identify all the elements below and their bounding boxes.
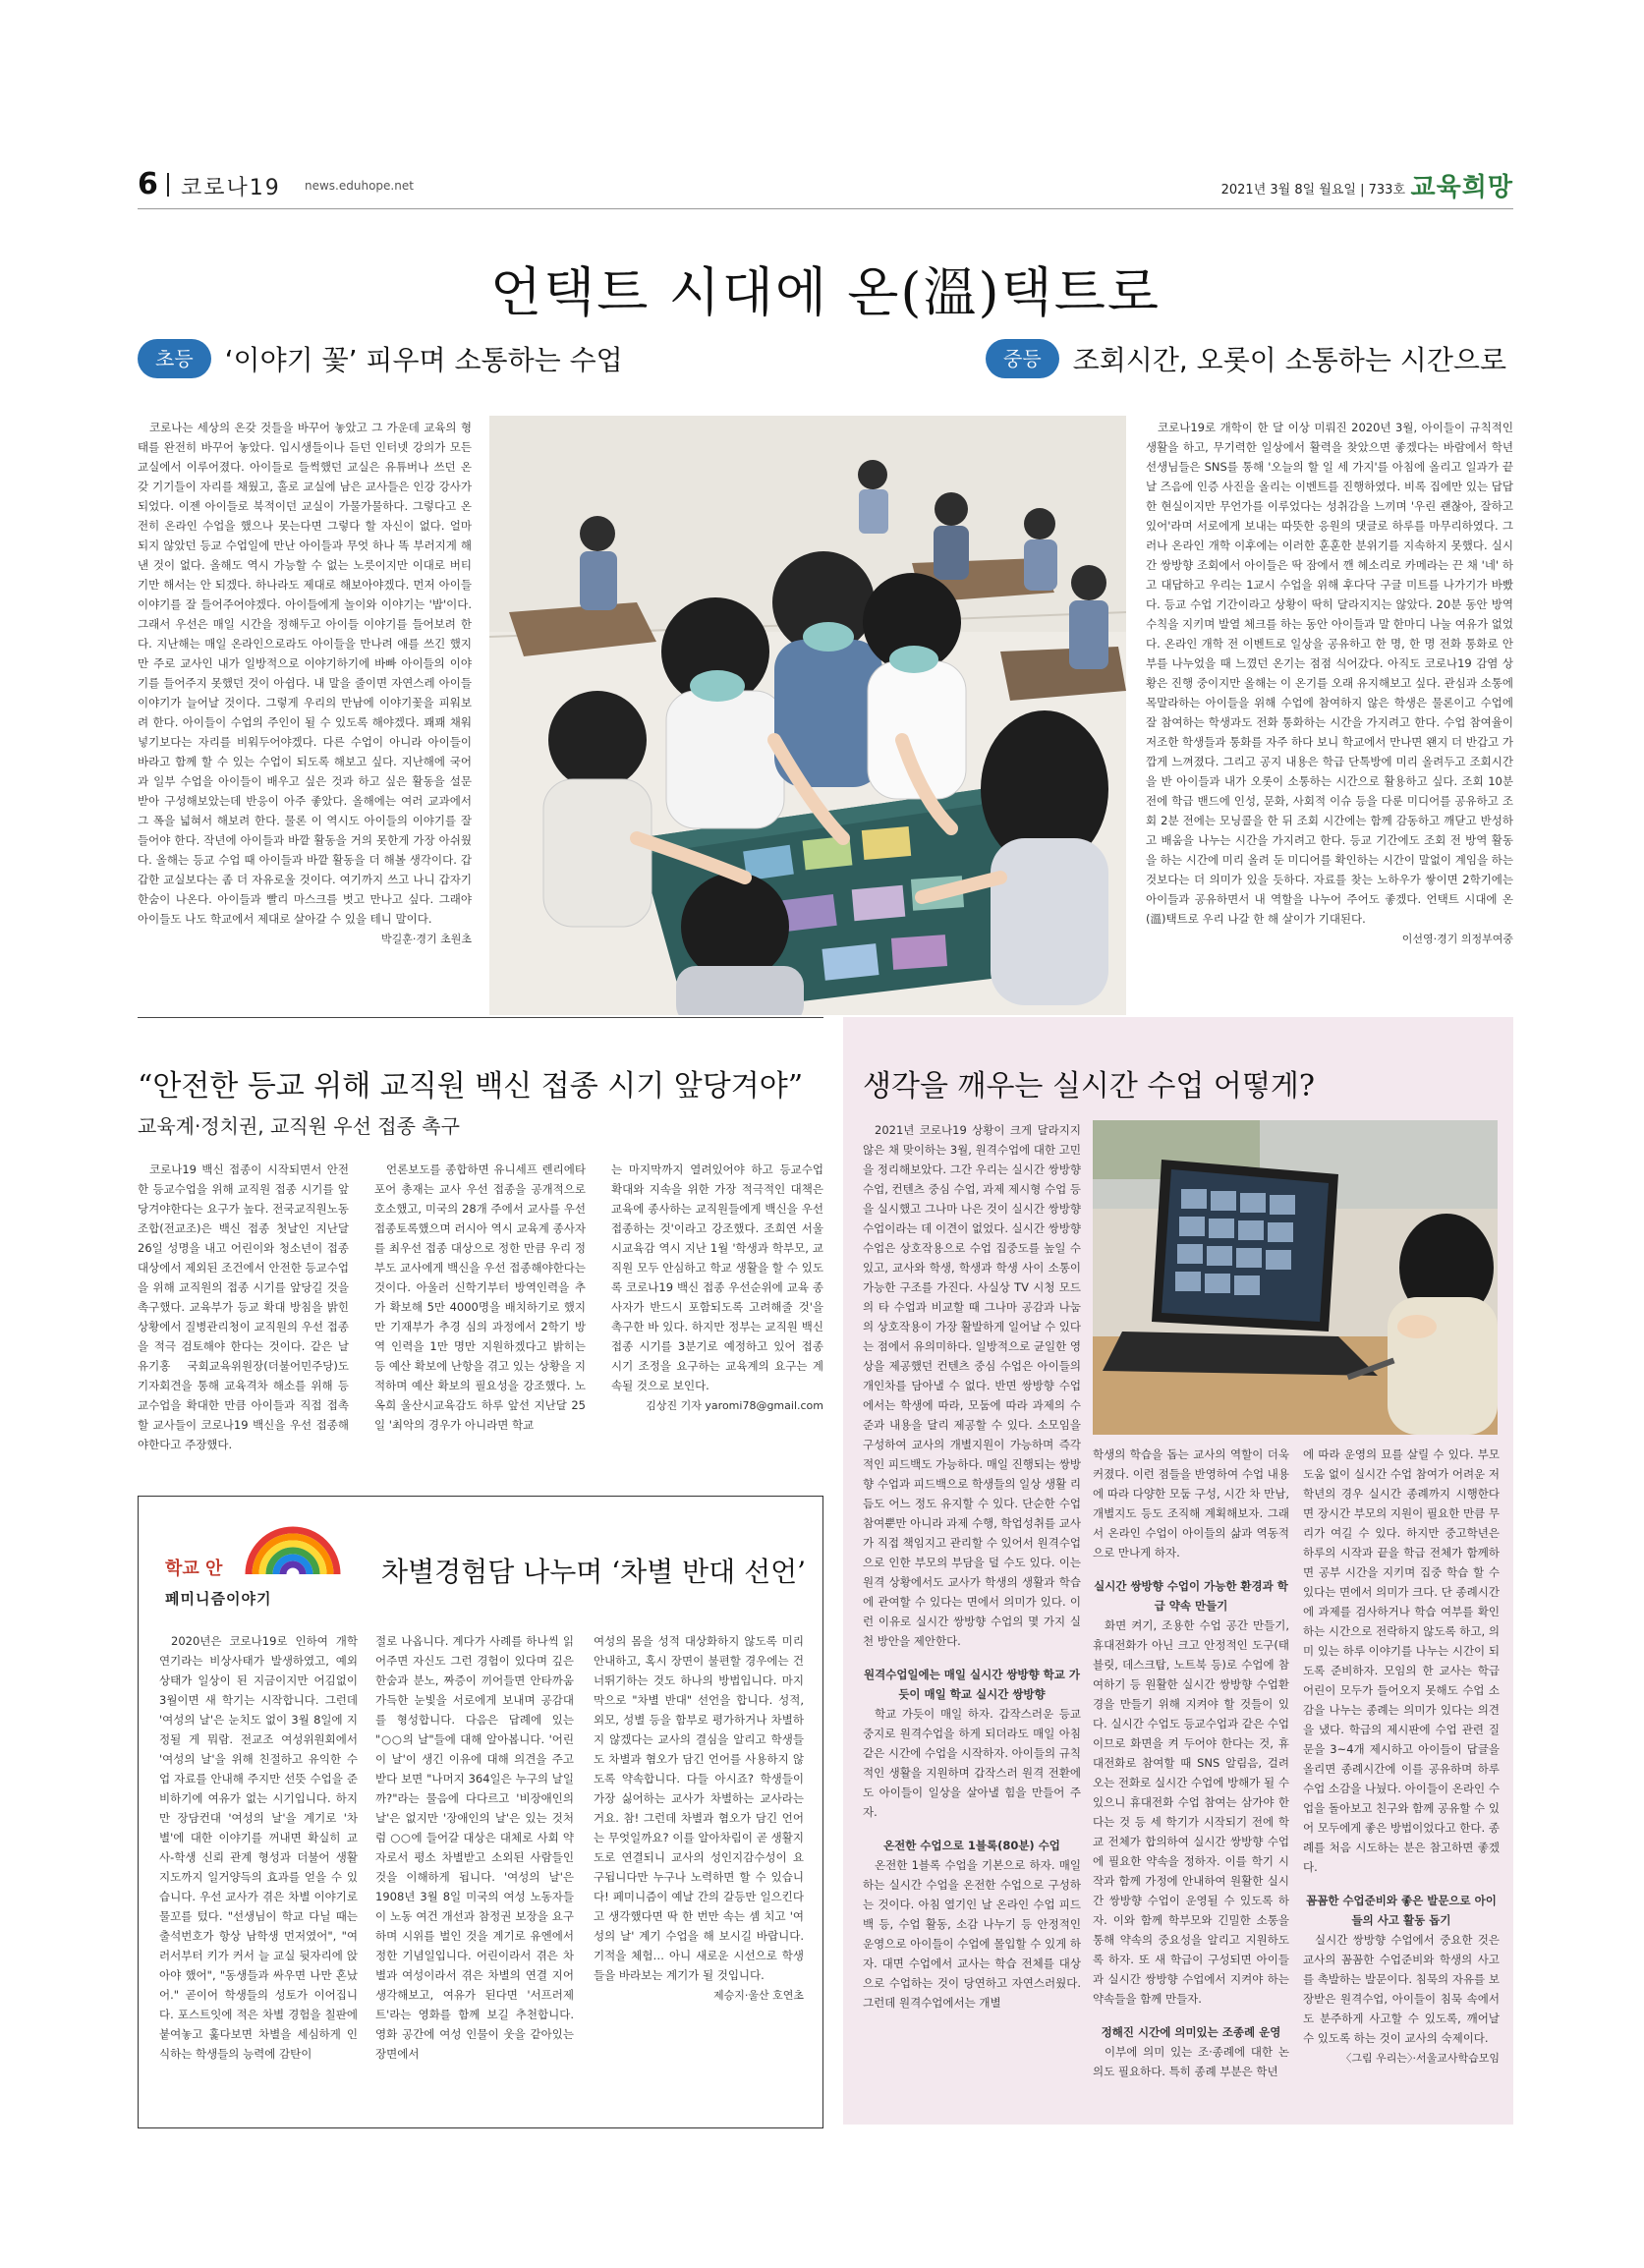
- feminism-column-logo: [165, 1525, 352, 1614]
- realtime-heading-2: 온전한 수업으로 1블록(80분) 수업: [883, 1839, 1060, 1852]
- students-around-table-drawing: [489, 416, 1126, 1015]
- classroom-illustration: [489, 416, 1126, 1015]
- vaccine-col-1: [138, 1160, 349, 1454]
- newspaper-logo: 교육희망: [1410, 173, 1513, 202]
- left-article-body: 코로나는 세상의 온갖 것들을 바꾸어 놓았고 그 가운데 교육의 형태를 완전히 바꾸어 놓았다. 입시생들이나 듣던 인터넷 강의가 모든 교실에서 이루어졌다. 아이들로 들썩했던 교실은 유튜버나 쓰던 온갖 기기들이 자리를 채웠고, 홀로 교실에 남은 교사들은 인강 강사가 되었다. 이젠 아이들로 북적이던 교실이 가물가물하다. 그렇다고 온전히 온라인 수업을 했으나 못는다면 그렇다 할 자신이 없다. 얼마 되지 않았던 등교 수업일에 만난 아이들과 무엇 하나 똑 부러지게 해낸 것이 없다. 올해도 역시 가능할 수 없는 노릇이지만 이대로 버티기만 해서는 안 되겠다. 하나라도 제대로 해보아야겠다. 먼저 아이들 이야기를 잘 들어주어야겠다. 아이들에게 놀이와 이야기는 '밥'이다. 그래서 우선은 매일 시간을 정해두고 아이들 이야기를 들어보려 한다. 지난해는 매일 온라인으로라도 아이들을 만나려 애를 쓰긴 했지만 주로 교사인 내가 일방적으로 이야기하기에 바빠 아이들의 이야기를 들어주지 못했던 것이 아쉽다. 내 말을 줄이면 자연스레 아이들 이야기가 늘어날 것이다. 그렇게 우리의 만남에 이야기꽃을 피워보려 한다. 아이들이 수업의 주인이 될 수 있도록 해야겠다. 꽤꽤 채워넣기보다는 자리를 비워두어야겠다. 다른 수업이 아니라 아이들이 바라고 함께 할 수 있는 수업이 되도록 해보고 싶다. 지난해에 국어과 일부 수업을 아이들이 배우고 싶은 것과 하고 싶은 활동을 설문 받아 구성해보았는데 반응이 아주 좋았다. 올해에는 여러 교과에서 그 폭을 넓혀서 해보려 한다. 물론 이 역시도 아이들의 이야기를 잘 들어야 한다. 작년에 아이들과 바깥 활동을 거의 못한게 가장 아쉬웠다. 올해는 등교 수업 때 아이들과 바깥 활동을 더 해볼 생각이다. 갑갑한 교실보다는 좀 더 자유로울 것이다. 여기까지 쓰고 나니 갑자기 한숨이 나온다. 아이들과 빨리 마스크를 벗고 만나고 싶다. 그래야 아이들도 나도 학교에서 제대로 살아갈 수 있을 테니 말이다.: [138, 421, 472, 926]
- realtime-p4: 화면 켜기, 조용한 수업 공간 만들기, 휴대전화가 아닌 크고 안정적인 도구(태블릿, 데스크탑, 노트북 등)로 수업에 참여하기 등 원활한 실시간 쌍방향 수업환경을 만들기 위해 지켜야 할 것들이 있다. 실시간 수업도 등교수업과 같은 수업이므로 화면을 켜 두어야 한다는 것, 휴대전화로 참여할 때 SNS 알림음, 걸려오는 전화로 실시간 수업에 방해가 될 수 있으니 휴대전화 수업 참여는 삼가야 한다는 것 등 세 학기가 시작되기 전에 학교 전체가 합의하여 실시간 쌍방향 수업에 필요한 약속을 정하자. 이를 학기 시작과 함께 가정에 안내하여 원활한 실시간 쌍방향 수업이 운영될 수 있도록 하자. 이와 함께 학부모와 긴밀한 소통을 통해 약속의 중요성을 알리고 지원하도록 하자. 또 새 학급이 구성되면 아이들과 실시간 쌍방향 수업에서 지켜야 하는 약속들을 함께 만들자.: [1093, 1618, 1289, 2006]
- right-article-body: 코로나19로 개학이 한 달 이상 미뤄진 2020년 3월, 아이들이 규칙적인 생활을 하고, 무기력한 일상에서 활력을 찾았으면 좋겠다는 바람에서 학년 선생님들은 SNS를 통해 '오늘의 할 일 세 가지'를 아침에 올리고 일과가 끝날 즈음에 인증 사진을 올리는 이벤트를 진행하였다. 비록 집에만 있는 답답한 현실이지만 무언가를 이루었다는 성취감을 느끼며 '우린 괜찮아, 잘하고 있어'라며 서로에게 보내는 따뜻한 응원의 댓글로 하루를 마무리하였다. 그러나 온라인 개학 이후에는 이러한 훈훈한 분위기를 지속하지 못했다. 실시간 쌍방향 조회에서 아이들은 딱 잠에서 깬 헤소리로 카메라는 끈 채 '네' 하고 대답하고 우리는 1교시 수업을 위해 후다닥 구글 미트를 나가기가 바빴다. 등교 수업 기간이라고 상황이 딱히 달라지지는 않았다. 20분 동안 방역 수칙을 지키며 발열 체크를 하는 동안 아이들과 말 한마디 나눌 여유가 없었다. 온라인 개학 전 이벤트로 일상을 공유하고 한 명, 한 명 전화 통화로 안부를 나누었을 때 느꼈던 온기는 점점 식어갔다. 아직도 코로나19 감염 상황은 진행 중이지만 올해는 이 온기를 오래 유지해보고 싶다. 관심과 소통에 목말라하는 아이들을 위해 수업에 참여하지 않은 학생은 물론이고 수업에 잘 참여하는 학생과도 전화 통화하는 시간을 가지려고 한다. 수업 참여율이 저조한 학생들과 통화를 자주 하다 보니 학교에서 만나면 왠지 더 반갑고 가깝게 느껴졌다. 그리고 공지 내용은 학급 단톡방에 미리 올려두고 조회시간을 반 아이들과 내가 오롯이 소통하는 시간으로 활용하고 싶다. 조회 10분 전에 학급 밴드에 인성, 문화, 사회적 이슈 등을 다룬 미디어를 공유하고 조회 2분 전에는 모닝콜을 한 뒤 조회 시간에는 함께 감동하고 깨닫고 반성하고 배움을 나누는 시간을 가지려고 한다. 등교 기간에도 조회 전 방역 활동을 하는 시간에 미리 올려 둔 미디어를 확인하는 시간이 말없이 계임을 하는 것보다는 더 의미가 있을 듯하다. 자료를 찾는 노하우가 쌓이면 2학기에는 아이들과 공유하면서 내 역할을 나누어 주어도 좋겠다. 언택트 시대에 온(溫)택트로 우리 나갈 한 해 살이가 기대된다.: [1146, 421, 1513, 926]
- elementary-badge: 초등: [138, 339, 211, 378]
- feminism-story-title: 차별경험담 나누며 ‘차별 반대 선언’: [381, 1556, 807, 1588]
- right-article-byline: 이선영·경기 의정부여중: [1401, 933, 1513, 945]
- issue-date: 2021년 3월 8일 월요일 | 733호: [1220, 183, 1405, 198]
- vaccine-col-2-text: 언론보도를 종합하면 유니세프 렌리에타 포어 총재는 교사 우선 접종을 공개적으로 호소했고, 미국의 28개 주에서 교사를 우선 접종토록했으며 러시아 역시 교육계 종사자를 최우선 접종 대상으로 정한 만큼 우리 정부도 교사에게 백신을 우선 접종해야한다는 것이다. 아울러 신학기부터 방역인력을 추가 확보해 5만 4000명을 배치하기로 했지만 기재부가 추경 심의 과정에서 2학기 방역 인력을 1만 명만 지원하겠다고 밝히는 등 예산 확보에 난항을 겪고 있는 상황을 지적하며 예산 확보의 필요성을 강조했다. 노옥희 울산시교육감도 하루 앞선 지난달 25일 '최악의 경우가 아니라면 학교: [374, 1162, 586, 1432]
- feminism-col-2-text: 절로 나옵니다. 계다가 사례를 하나씩 읽어주면 자신도 그런 경험이 있다며 깊은 한숨과 분노, 짜증이 끼어들면 안타까움 가득한 눈빛을 서로에게 보내며 공감대를 형성합니다. 다음은 답례에 있는 "○○의 날"들에 대해 알아봅니다. '어린이 날'이 생긴 이유에 대해 의견을 주고받다 보면 "나머지 364일은 누구의 날일까?"라는 물음에 다다르고 '비장애인의 날'은 없지만 '장애인의 날'은 있는 것처럼 ○○에 들어갈 대상은 대체로 사회 약자로서 평소 차별받고 소외된 사람들인 것을 이해하게 됩니다. '여성의 날'은 1908년 3월 8일 미국의 여성 노동자들이 노동 여건 개선과 참정권 보장을 요구하며 시위를 벌인 것을 계기로 유엔에서 정한 기념일입니다. 어린이라서 겪은 차별과 여성이라서 겪은 차별의 연결 지어 생각해보고, 여유가 된다면 '서프러제트'라는 영화를 함께 보길 추천합니다. 영화 공간에 여성 인물이 웃을 같아있는 장면에서: [375, 1634, 574, 2061]
- realtime-p5: 이부에 의미 있는 조·종례에 대한 논의도 필요하다. 특히 종례 부분은 학년: [1093, 2045, 1289, 2078]
- laptop-video-call-photo: [1093, 1120, 1498, 1435]
- vaccine-col-2: [374, 1160, 586, 1435]
- middle-school-badge: 중등: [986, 339, 1059, 378]
- vaccine-col-1-text: 코로나19 백신 접종이 시작되면서 안전한 등교수업을 위해 교직원 접종 시기를 앞당겨야한다는 요구가 높다. 전국교직원노동조합(전교조)은 백신 접종 첫날인 지난달 26일 성명을 내고 어린이와 청소년이 접종대상에서 제외된 조건에서 안전한 등교수업을 위해 교직원의 접종 시기를 앞당길 것을 촉구했다. 교육부가 등교 확대 방침을 밝힌 상황에서 질병관리청이 교직원의 우선 접종을 적극 검토해야 한다는 것이다. 같은 날 유기홍 국회교육위원장(더불어민주당)도 기자회견을 통해 교육격차 해소를 위해 등교수업을 확대한 만큼 아이들과 직접 접촉할 교사들이 코로나19 백신을 우선 접종해야한다고 주장했다.: [138, 1162, 349, 1451]
- right-article-title: 조회시간, 오롯이 소통하는 시간으로: [1072, 344, 1506, 376]
- realtime-intro-col: [863, 1120, 1081, 2013]
- column-logo-line2: 페미니즘이야기: [165, 1590, 272, 1608]
- realtime-p7: 실시간 쌍방향 수업에서 중요한 것은 교사의 꼼꼼한 수업준비와 학생의 사고를 촉발하는 발문이다. 침묵의 자유를 보장받은 원격수업, 아이들이 침묵 속에서도 분주하게 사고할 수 있도록, 깨어날 수 있도록 하는 것이 교사의 숙제이다.: [1303, 1933, 1500, 2045]
- main-headline: 언택트 시대에 온(溫)택트로: [489, 261, 1162, 323]
- left-article-title: ‘이야기 꽃’ 피우며 소통하는 수업: [224, 344, 623, 376]
- page-number: 6: [138, 167, 158, 201]
- left-subheading: [138, 339, 623, 378]
- left-article-byline: 박길훈·경기 초원초: [380, 933, 472, 945]
- realtime-heading-3: 실시간 쌍방향 수업이 가능한 환경과 학급 약속 만들기: [1094, 1579, 1288, 1613]
- realtime-p1: 학교 가듯이 매일 하자. 갑작스러운 등교중지로 원격수업을 하게 되더라도 매일 아침 같은 시간에 수업을 시작하자. 아이들의 규칙적인 생활을 지원하며 갑작스러 원격 전환에도 아이들이 일상을 살아낼 힘을 만들어 주자.: [863, 1707, 1081, 1819]
- vaccine-col-3-text: 는 마지막까지 열려있어야 하고 등교수업 확대와 지속을 위한 가장 적극적인 대책은 교육에 종사하는 교직원들에게 백신을 우선 접종하는 것'이라고 강조했다. 조희연 서울시교육감 역시 지난 1월 '학생과 학부모, 교직원 모두 안심하고 학교 생활을 할 수 있도록 코로나19 백신 접종 우선순위에 교육 종사자가 반드시 포함되도록 고려해줄 것'을 촉구한 바 있다. 하지만 정부는 교직원 백신 접종 시기를 3분기로 예정하고 있어 접종 시기 조정을 요구하는 교육계의 요구는 계속될 것으로 보인다.: [611, 1162, 823, 1392]
- header-rule: [138, 208, 1513, 209]
- realtime-col-2: [1093, 1445, 1289, 2081]
- realtime-heading-4: 정해진 시간에 의미있는 조종례 운영: [1101, 2025, 1281, 2039]
- vaccine-article-subtitle: 교육계·정치권, 교직원 우선 접종 촉구: [138, 1114, 460, 1138]
- vaccine-article-title: “안전한 등교 위해 교직원 백신 접종 시기 앞당겨야”: [138, 1069, 804, 1104]
- right-subheading: [986, 339, 1506, 378]
- realtime-heading-5: 꼼꼼한 수업준비와 좋은 발문으로 아이들의 사고 활동 돕기: [1306, 1894, 1497, 1927]
- realtime-heading-1: 원격수업일에는 매일 실시간 쌍방향 학교 가듯이 매일 학교 실시간 쌍방향: [864, 1668, 1080, 1701]
- site-url: news.eduhope.net: [305, 179, 414, 193]
- realtime-p3: 학생의 학습을 돕는 교사의 역할이 더욱 커졌다. 이런 점들을 반영하여 수업 내용에 따라 다양한 모둠 구성, 시간 차 만남, 개별지도 등도 조직해 계획해보자. 그래서 온라인 수업이 아이들의 삶과 역동적으로 만나게 하자.: [1093, 1447, 1289, 1559]
- feminism-col-2: [375, 1631, 574, 2064]
- realtime-p2: 온전한 1블록 수업을 기본으로 하자. 매일 하는 실시간 수업을 온전한 수업으로 구성하는 것이다. 아침 열기인 날 온라인 수업 피드백 등, 수업 활동, 소감 나누기 등 안정적인 운영으로 아이들이 수업에 몰입할 수 있게 하자. 대면 수업에서 교사는 학습 전체를 대상으로 수업하는 것이 당연하고 자연스러웠다. 그런데 원격수업에서는 개별: [863, 1858, 1081, 2010]
- vaccine-col-3: [611, 1160, 823, 1413]
- feminism-col-1: [159, 1631, 358, 2064]
- header-divider: [167, 173, 169, 197]
- feminism-byline: 제승지·울산 호연초: [712, 1989, 804, 2002]
- realtime-col-3: [1303, 1445, 1500, 2066]
- realtime-byline: 〈그림 우리는〉·서울교사학습모임: [1340, 2052, 1500, 2065]
- left-article: [138, 418, 472, 946]
- rainbow-icon: [244, 1525, 342, 1579]
- realtime-intro-text: 2021년 코로나19 상황이 크게 달라지지 않은 채 맞이하는 3월, 원격수업에 대한 고민을 정리해보았다. 그간 우리는 실시간 쌍방향 수업, 컨텐츠 중심 수업, 과제 제시형 수업 등을 실시했고 그나마 나은 것이 실시간 쌍방향 수업이라는 데 이견이 없었다. 실시간 쌍방향 수업은 상호작용으로 수업 집중도를 높일 수 있고, 교사와 학생, 학생과 학생 사이 소통이 가능한 구조를 가진다. 사실상 TV 시청 모드의 타 수업과 비교할 때 그나마 공감과 나눔의 상호작용이 가장 활발하게 일어날 수 있다는 점에서 유의미하다. 일방적으로 균일한 영상을 제공했던 컨텐츠 중심 수업은 아이들의 개인차를 담아낼 수 없다. 반면 쌍방향 수업에서는 학생에 따라, 모둠에 따라 과제의 수준과 내용을 달리 제공할 수 있다. 소모임을 구성하여 교사의 개별지원이 가능하며 즉각적인 피드백도 가능하다. 매일 진행되는 쌍방향 수업과 피드백으로 학생들의 일상 생활 리듬도 어느 정도 유지할 수 있다. 단순한 수업 참여뿐만 아니라 과제 수행, 학업성취를 교사가 직접 책임지고 관리할 수 있어서 원격수업으로 인한 부모의 부담을 덜 수도 있다. 이는 원격 상황에서도 교사가 학생의 생활과 학습에 관여할 수 있다는 면에서 의미가 있다. 이런 이유로 실시간 쌍방향 수업의 몇 가지 실천 방안을 제안한다.: [863, 1123, 1081, 1648]
- feminism-col-3: [594, 1631, 804, 2003]
- section-name: 코로나19: [181, 176, 281, 200]
- realtime-article-title: 생각을 깨우는 실시간 수업 어떻게?: [863, 1069, 1315, 1104]
- page-header: [138, 167, 1513, 206]
- feminism-col-3-text: 여성의 몸을 성적 대상화하지 않도록 미리 안내하고, 혹시 장면이 불편할 경우에는 건너뛰기하는 것도 하나의 방법입니다. 마지막으로 "차별 반대" 선언을 합니다. 성적, 외모, 성별 등을 함부로 평가하거나 차별하지 않겠다는 교사의 결심을 알리고 학생들도 차별과 혐오가 담긴 언어를 사용하지 않도록 약속합니다. 다들 아시죠? 학생들이 가장 싫어하는 교사가 차별하는 교사라는 거요. 참! 그런데 차별과 혐오가 담긴 언어는 무엇일까요? 이를 알아차림이 곧 생활지도로 연결되니 교사의 성인지감수성이 요구됩니다만 누구나 노력하면 할 수 있습니다! 페미니즘이 예날 간의 갈등만 일으킨다고 생각했다면 딱 한 번만 속는 셈 치고 '여성의 날' 계기 수업을 해 보시길 바랍니다. 기적을 체험… 아니 새로운 시선으로 학생들을 바라보는 계기가 될 것입니다.: [594, 1634, 804, 1982]
- column-logo-line1: 학교 안: [165, 1559, 223, 1579]
- realtime-p6: 에 따라 운영의 묘를 살릴 수 있다. 부모 도움 없이 실시간 수업 참여가 어려운 저학년의 경우 실시간 종례까지 시행한다면 장시간 부모의 지원이 필요한 만큼 무리가 여길 수 있다. 하지만 중고학년은 하루의 시작과 끝을 학급 전체가 함께하면 공부 시간을 지키며 집중 학습 할 수 있다는 면에서 의미가 크다. 단 종례시간에 과제를 검사하거나 학습 여부를 확인하는 시간으로 전락하지 않도록 하고, 의미 있는 하루 이야기를 나누는 시간이 되도록 준비하자. 모임의 한 교사는 학급 어린이 모두가 들어오지 못해도 수업 소감을 나누는 종례는 의미가 있다는 의견을 냈다. 학급의 제시판에 수업 관련 질문을 3~4개 제시하고 아이들이 답글을 올리면 종례시간에 이를 공유하며 하루 수업 소감을 나눴다. 아이들이 온라인 수업을 돌아보고 친구와 함께 공유할 수 있어 모두에게 좋은 방법이었다고 한다. 종례를 처음 시도하는 분은 참고하면 좋겠다.: [1303, 1447, 1500, 1874]
- feminism-col-1-text: 2020년은 코로나19로 인하여 개학 연기라는 비상사태가 발생하였고, 예외 상태가 일상이 된 지금이지만 어김없이 3월이면 새 학기는 시작합니다. 그런데 '여성의 날'은 눈치도 없이 3월 8일에 지정될 게 뭐람. 전교조 여성위원회에서 '여성의 날'을 위해 친절하고 유익한 수업 자료를 안내해 주지만 선뜻 수업을 준비하기에 여유가 없는 시기입니다. 하지만 장담컨대 '여성의 날'을 계기로 '차별'에 대한 이야기를 꺼내면 확실히 교사-학생 신뢰 관계 형성과 더불어 생활 지도까지 일거양득의 효과를 얻을 수 있습니다. 우선 교사가 겪은 차별 이야기로 물꼬를 텄다. "선생님이 학교 다닐 때는 출석번호가 항상 남학생 먼저였어", "여러서부터 키가 커서 늘 교실 뒷자리에 앉아야 했어", "동생들과 싸우면 나만 혼났어." 곧이어 학생들의 성토가 이어집니다. 포스트잇에 적은 차별 경험을 칠판에 붙여놓고 훑다보면 차별을 세심하게 인식하는 학생들의 능력에 감탄이: [159, 1634, 358, 2061]
- vaccine-article-byline: 김상진 기자 yaromi78@gmail.com: [646, 1399, 823, 1412]
- section-divider: [138, 1017, 823, 1018]
- right-article: [1146, 418, 1513, 946]
- online-class-photo: [1093, 1120, 1498, 1435]
